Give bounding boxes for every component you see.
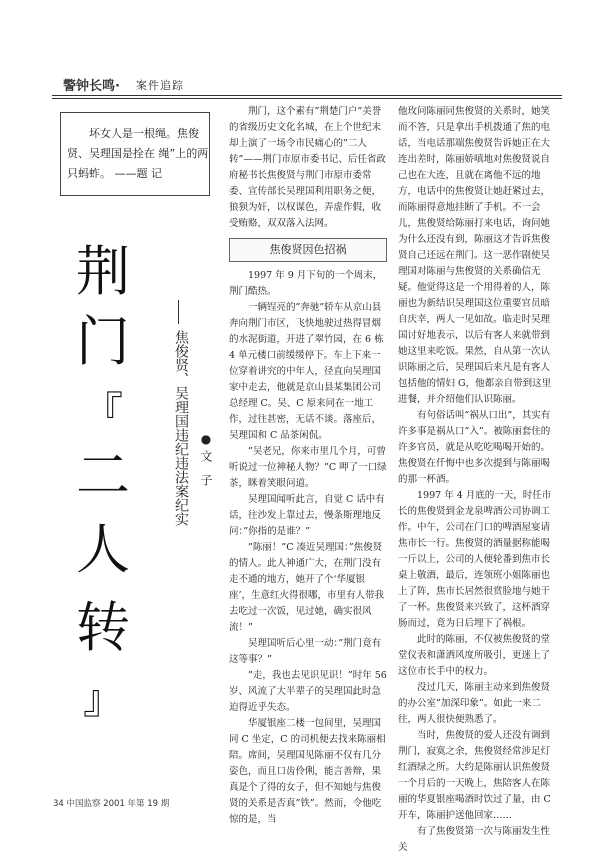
body-paragraph: 没过几天，陈丽主动来到焦俊贤的办公室”加深印象”。如此一来二往，两人很快便熟悉了。: [398, 682, 551, 725]
title-char: 人: [76, 518, 130, 581]
column-middle: [229, 104, 387, 828]
subtitle: 焦俊贤、吴理国违纪违法案纪实: [173, 330, 189, 526]
section-label: 警钟长鸣·: [63, 79, 120, 94]
subsection-label: 案件追踪: [136, 79, 184, 92]
title-char: 门: [76, 310, 130, 373]
body-paragraph: 吴理国闻听此言，自觉 C 话中有话，往沙发上靠过去，慢条斯理地反问：”你指的是谁？”: [229, 494, 385, 537]
body-paragraph: 他玫问陈丽同焦俊贤的关系时，她笑而不答，只是拿出手机拨通了焦的电话，当电话那端焦俊贤告诉她正在大连出差时，陈丽娇嗔地对焦俊贤说自己也在大连，且就在离他不远的地方，电话中的焦俊贤让她赶紧过去，而陈丽得意地挂断了手机。不一会儿，焦俊贤给陈丽打来电话，询问她为什么还没有到，陈丽这才告诉焦俊贤自己还远在荆门。这一恶作剧使吴理国对陈丽与焦俊贤的关系确信无疑。他觉得这是一个用得着的人，陈丽也为新结识吴理国这位重要官员暗自庆幸，两人一见如故。临走时吴理国讨好地表示，以后有客人来就带到她这里来吃饭。果然，自从第一次认识陈丽之后，吴理国后来凡是有客人包括他的情妇 G，他都亲自带到这里进餐，并介绍他们认识陈丽。: [398, 106, 552, 405]
body-paragraph: 1997 年 9 月下旬的一个周末，荆门酷热。: [229, 270, 383, 297]
title-quote-open: 『: [83, 389, 123, 435]
body-paragraph: 1997 年 4 月底的一天，时任市长的焦俊贤到金龙泉啤酒公司协调工作。中午，公司在门口的啤酒屋宴请焦市长一行。焦俊贤的酒量据称能喝一斤以上，公司的人便轮番到焦市长桌上敬酒，最后，连领班小姐陈丽也上了阵，焦市长居然很赏脸地与她干了一杯。焦俊贤来兴致了，这杯酒穿肠而过，竟为日后埋下了祸根。: [398, 490, 552, 629]
section-heading: 焦俊贤因色招祸: [229, 238, 387, 262]
body-paragraph: ”陈丽！”C 凑近吴理国：”焦俊贤的情人。此人神通广大，在荆门没有走不通的地方，她开了个‘华厦银座’，生意红火得很哪，市里有人带我去吃过一次饭，见过她，确实很风流！”: [229, 542, 385, 633]
body-paragraph: 当时，焦俊贤的爱人还没有调到荆门，寂寞之余，焦俊贤经常涉足灯红酒绿之所。大约是陈丽认识焦俊贤一个月后的一天晚上，焦陪客人在陈丽的华夏银座喝酒时饮过了量，由 C 开车，陈丽护送他回家……: [398, 730, 551, 821]
page-footer: 34 中国监察 2001 年第 19 期: [53, 799, 170, 809]
body-paragraph: 有了焦俊贤第一次与陈丽发生性关: [398, 826, 551, 853]
header-rule-top: [52, 95, 562, 96]
epigraph-text: 坏女人是一根绳。焦俊贤、吴理国是拴在 绳”上的两只蚂蚱。 ——题 记: [67, 127, 209, 180]
body-paragraph: 此时的陈丽，不仅被焦俊贤的堂堂仪表和潇洒风度所吸引，更迷上了这位市长手中的权力。: [398, 634, 551, 677]
author-byline: ●文 子: [199, 432, 213, 490]
header-rule-bottom: [52, 98, 562, 99]
title-char: 荆: [76, 240, 130, 303]
title-char: 二: [76, 444, 130, 507]
title-quote-close: 』: [83, 677, 123, 723]
intro-paragraph: 荆门，这个素有”荆楚门户”美誉的省级历史文化名城，在上个世纪末却上演了一场令市民痛心的”二人转”——荆门市原市委书记、后任省政府秘书长焦俊贤与荆门市原市委常委、宣传部长吴理国利用职务之便，狼狈为奸，以权谋色，弄虚作假，收受贿赂，双双落入法网。: [229, 106, 386, 229]
subtitle-dash: [178, 300, 179, 324]
body-paragraph: 华厦银座二楼一包间里，吴理国同 C 坐定，C 的司机便去找来陈丽相陪。席间，吴理国见陈丽不仅有几分姿色，而且口齿伶俐，能言善辩，果真是个了得的女子，但不知她与焦俊贤的关系是否真”铁”。然而，令他吃惊的是，当: [229, 718, 386, 825]
title-char: 转: [76, 596, 130, 659]
body-paragraph: 一辆锃亮的”奔驰”轿车从京山县奔向荆门市区，飞快地驶过热得冒烟的水泥街道，开进了翠竹园，在 6 栋 4 单元楼口前缓缓停下。车上下来一位穿着讲究的中年人，径直向吴理国家中走去，他就是京山县某集团公司总经理 C。吴、C 原来同在一地工作，过往甚密，无话不谈。落座后，吴理国和 C 品茶闲侃。: [229, 302, 384, 441]
body-paragraph: ”吴老兄，你来市里几个月，可曾听说过一位神秘人物？”C 呷了一口绿茶，眯着笑眼问道。: [229, 446, 387, 489]
body-paragraph: 吴理国听后心里一动：”荆门竟有这等事？”: [229, 638, 382, 665]
column-right: [398, 104, 556, 856]
body-paragraph: ”走，我也去见识见识！”时年 56 岁、风流了大半辈子的吴理国此时急迫得近乎失态。: [229, 670, 387, 713]
body-paragraph: 有句俗话叫”祸从口出”，其实有许多事是祸从口”入”。被陈丽套住的许多官员，就是从吃吃喝喝开始的。焦俊贤在仟悔中也多次提到与陈丽喝的那一杯酒。: [398, 410, 551, 485]
